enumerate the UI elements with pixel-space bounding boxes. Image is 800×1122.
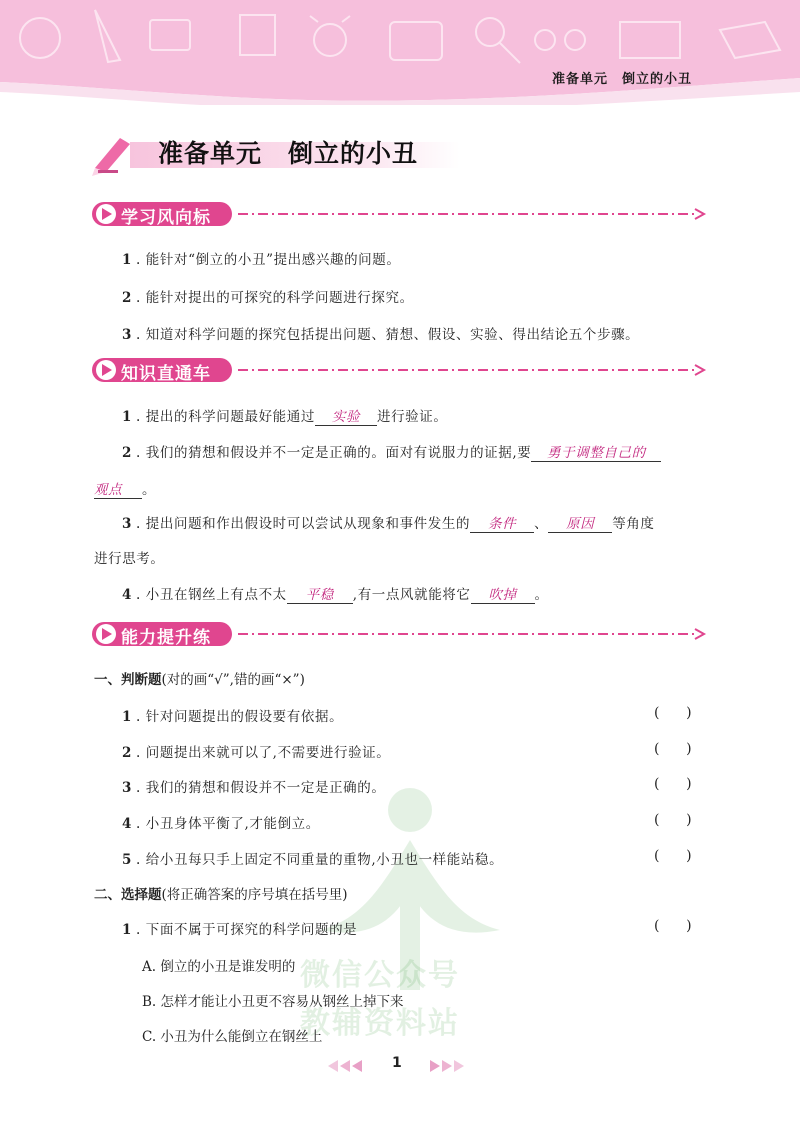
page-title: 准备单元 倒立的小丑 <box>158 139 419 168</box>
right-arrows-icon <box>430 1060 464 1072</box>
header-unit-title: 准备单元 倒立的小丑 <box>551 72 692 87</box>
watermark-text-1: 微信公众号 <box>300 958 460 993</box>
choice-option-c: C. 小丑为什么能倒立在钢丝上 <box>142 1029 323 1045</box>
choice-question-1: 1 . 下面不属于可探究的科学问题的是 <box>122 922 358 938</box>
choice-option-a: A. 倒立的小丑是谁发明的 <box>142 959 296 975</box>
answer-paren[interactable]: ( ) <box>654 918 692 934</box>
knowledge-item-4: 4 . 小丑在钢丝上有点不太 平稳 ,有一点风就能将它 吹掉 。 <box>122 583 549 604</box>
knowledge-item-1: 1 . 提出的科学问题最好能通过 实验 进行验证。 <box>122 405 447 426</box>
answer-paren[interactable]: ( ) <box>654 705 692 721</box>
pencil-icon <box>92 138 130 176</box>
goal-item-1: 1 . 能针对“倒立的小丑”提出感兴趣的问题。 <box>122 252 401 268</box>
judge-item-3: 3 . 我们的猜想和假设并不一定是正确的。 <box>122 780 386 796</box>
answer-blank: 观点 <box>94 478 142 499</box>
judge-section-title: 一、判断题(对的画“√”,错的画“×”) <box>94 672 305 688</box>
judge-item-2: 2 . 问题提出来就可以了,不需要进行验证。 <box>122 745 391 761</box>
section-label-practice: 能力提升练 <box>121 628 211 648</box>
knowledge-item-3: 3 . 提出问题和作出假设时可以尝试从现象和事件发生的 条件 、 原因 等角度 <box>122 512 655 533</box>
header-banner <box>0 0 800 105</box>
choice-option-b: B. 怎样才能让小丑更不容易从钢丝上掉下来 <box>142 994 404 1010</box>
judge-item-1: 1 . 针对问题提出的假设要有依据。 <box>122 709 344 725</box>
knowledge-item-2-cont: 观点 。 <box>94 478 156 499</box>
watermark-text-2: 教辅资料站 <box>300 1006 460 1041</box>
page-number: 1 <box>392 1055 402 1071</box>
section-label-goals: 学习风向标 <box>121 208 211 228</box>
answer-paren[interactable]: ( ) <box>654 776 692 792</box>
answer-blank: 平稳 <box>287 583 353 604</box>
answer-blank: 勇于调整自己的 <box>531 441 661 462</box>
judge-item-5: 5 . 给小丑每只手上固定不同重量的重物,小丑也一样能站稳。 <box>122 852 504 868</box>
answer-blank: 条件 <box>470 512 534 533</box>
section-label-knowledge: 知识直通车 <box>121 364 211 384</box>
knowledge-item-2: 2 . 我们的猜想和假设并不一定是正确的。面对有说服力的证据,要 勇于调整自己的 <box>122 441 661 462</box>
answer-paren[interactable]: ( ) <box>654 741 692 757</box>
knowledge-item-3-cont: 进行思考。 <box>94 551 165 567</box>
goal-item-2: 2 . 能针对提出的可探究的科学问题进行探究。 <box>122 290 414 306</box>
choice-section-title: 二、选择题(将正确答案的序号填在括号里) <box>94 887 348 903</box>
answer-paren[interactable]: ( ) <box>654 848 692 864</box>
answer-paren[interactable]: ( ) <box>654 812 692 828</box>
answer-blank: 原因 <box>548 512 612 533</box>
left-arrows-icon <box>328 1060 362 1072</box>
judge-item-4: 4 . 小丑身体平衡了,才能倒立。 <box>122 816 320 832</box>
goal-item-3: 3 . 知道对科学问题的探究包括提出问题、猜想、假设、实验、得出结论五个步骤。 <box>122 327 640 343</box>
answer-blank: 吹掉 <box>471 583 535 604</box>
answer-blank: 实验 <box>315 405 377 426</box>
